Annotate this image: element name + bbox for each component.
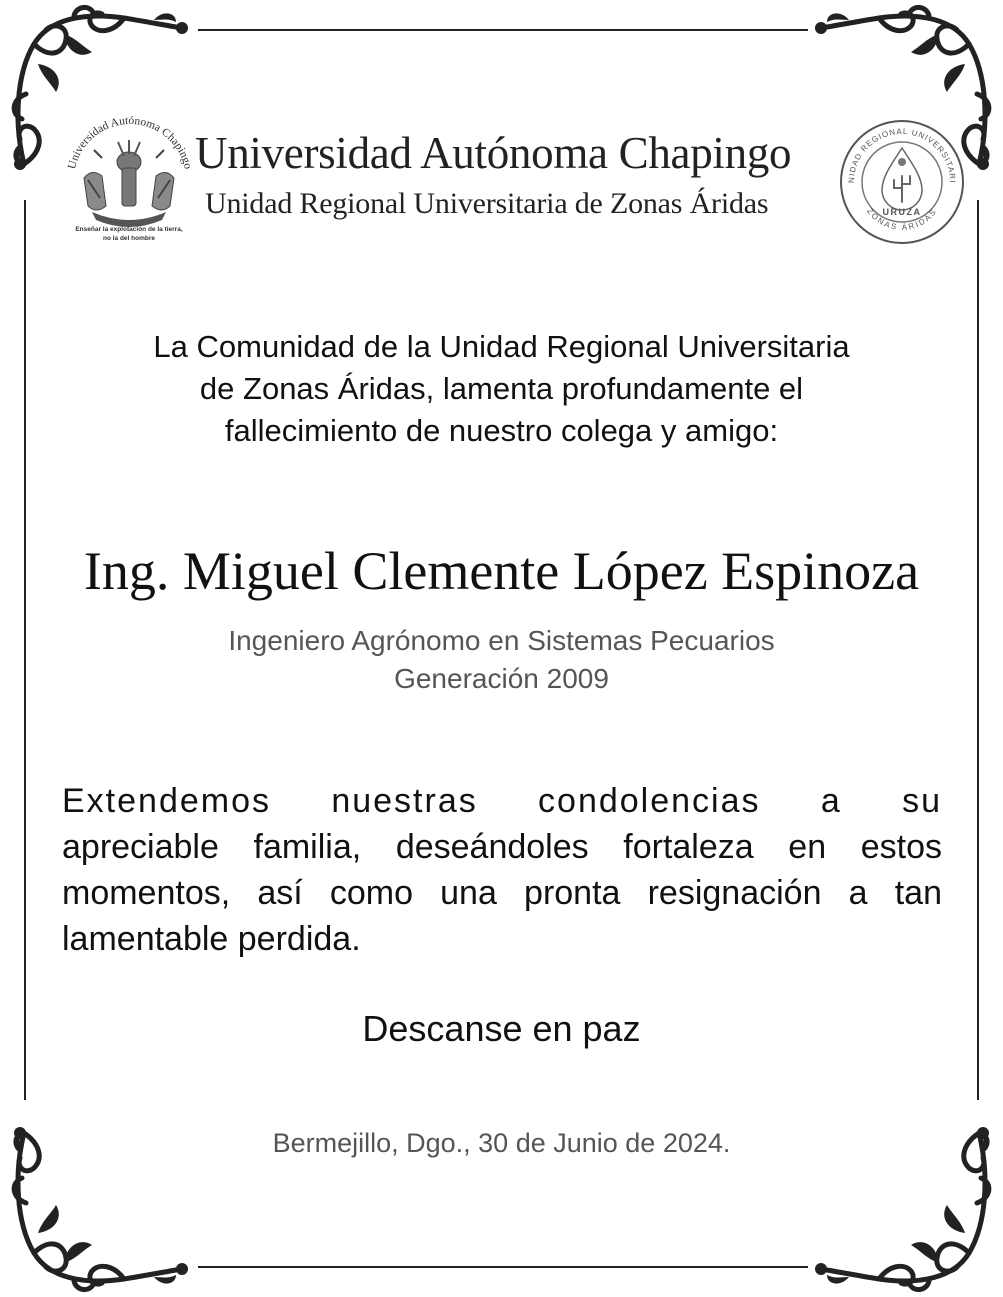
intro-line-1: La Comunidad de la Unidad Regional Universitaria xyxy=(153,329,850,364)
condolence-line-3: momentos, así como una pronta resignación a tan xyxy=(62,874,942,912)
frame-right-rule xyxy=(977,200,979,1100)
deceased-generation: Generación 2009 xyxy=(394,663,609,694)
frame-bottom-rule xyxy=(198,1266,808,1268)
condolence-line-2: apreciable familia, deseándoles fortaleza en estos xyxy=(62,828,942,866)
condolence-line-1: Extendemos nuestras condolencias a su xyxy=(62,782,942,820)
intro-line-3: fallecimiento de nuestro colega y amigo: xyxy=(224,413,779,448)
closing-text: Descanse en paz xyxy=(362,1008,641,1049)
frame-top-rule xyxy=(198,29,808,31)
svg-text:UNIDAD REGIONAL UNIVERSITARIA xyxy=(838,118,957,183)
intro-line-2: de Zonas Áridas, lamenta profundamente el xyxy=(199,371,804,406)
unit-subtitle: Unidad Regional Universitaria de Zonas Áridas xyxy=(205,187,769,220)
uruza-ring-top-text: NIDAD REGIONAL UNIVERSITARI xyxy=(846,126,958,184)
deceased-name: Ing. Miguel Clemente López Espinoza xyxy=(83,541,920,601)
deceased-degree: Ingeniero Agrónomo en Sistemas Pecuarios xyxy=(228,625,775,656)
uruza-ring-bottom-text: ZONAS ÁRIDAS xyxy=(865,206,939,233)
university-title: Universidad Autónoma Chapingo xyxy=(195,128,792,178)
chapingo-arc-text: Universidad Autónoma Chapingo xyxy=(66,114,194,171)
condolence-line-4: lamentable perdida. xyxy=(62,920,361,958)
chapingo-motto-line2: no la del hombre xyxy=(102,235,156,242)
condolence-paragraph xyxy=(62,778,942,962)
uruza-seal-icon xyxy=(838,118,966,246)
dateline: Bermejillo, Dgo., 30 de Junio de 2024. xyxy=(272,1128,731,1158)
intro-paragraph xyxy=(40,326,963,452)
deceased-degree-block xyxy=(40,622,963,698)
uruza-badge-text: URUZA xyxy=(882,207,922,217)
chapingo-motto-line1: Enseñar la explotación de la tierra, xyxy=(75,226,183,233)
chapingo-seal-icon xyxy=(62,110,197,245)
frame-left-rule xyxy=(24,200,26,1100)
